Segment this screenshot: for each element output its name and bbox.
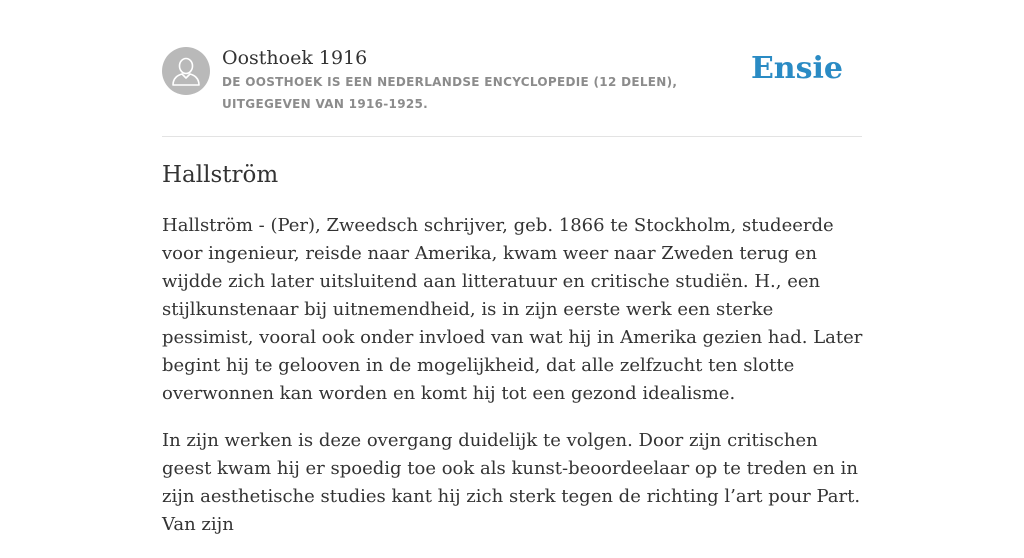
entry-paragraph: Hallström - (Per), Zweedsch schrijver, geb. 1866 te Stockholm, studeerde voor ingenieur, reisde naar Amerika, kwam weer naar Zweden terug en wijdde zich later uitsluitend aan litteratuur en critische studiën. H., een stijlkunstenaar bij uitnemendheid, is in zijn eerste werk een sterke pessimist, vooral ook onder invloed van wat hij in Amerika gezien had. Later begint hij te gelooven in de mogelijkheid, dat alle zelfzucht ten slotte overwonnen kan worden en komt hij tot een gezond idealisme. xyxy=(162,215,863,404)
user-silhouette-icon xyxy=(162,47,210,95)
avatar[interactable] xyxy=(162,47,210,95)
source-description: DE OOSTHOEK IS EEN NEDERLANDSE ENCYCLOPEDIE (12 DELEN), UITGEGEVEN VAN 1916-1925. xyxy=(222,75,678,111)
entry-content xyxy=(162,212,867,558)
source-header xyxy=(162,44,862,137)
brand-logo[interactable]: Ensie xyxy=(750,51,843,86)
entry-paragraph: In zijn werken is deze overgang duidelijk te volgen. Door zijn critischen geest kwam hij er spoedig toe ook als kunst-beoordeelaar op te treden en in zijn aesthetische studies kant hij zich sterk tegen de richting l’art pour Part. Van zijn xyxy=(162,430,861,535)
source-title[interactable]: Oosthoek 1916 xyxy=(222,47,368,69)
entry-title: Hallström xyxy=(162,162,279,188)
